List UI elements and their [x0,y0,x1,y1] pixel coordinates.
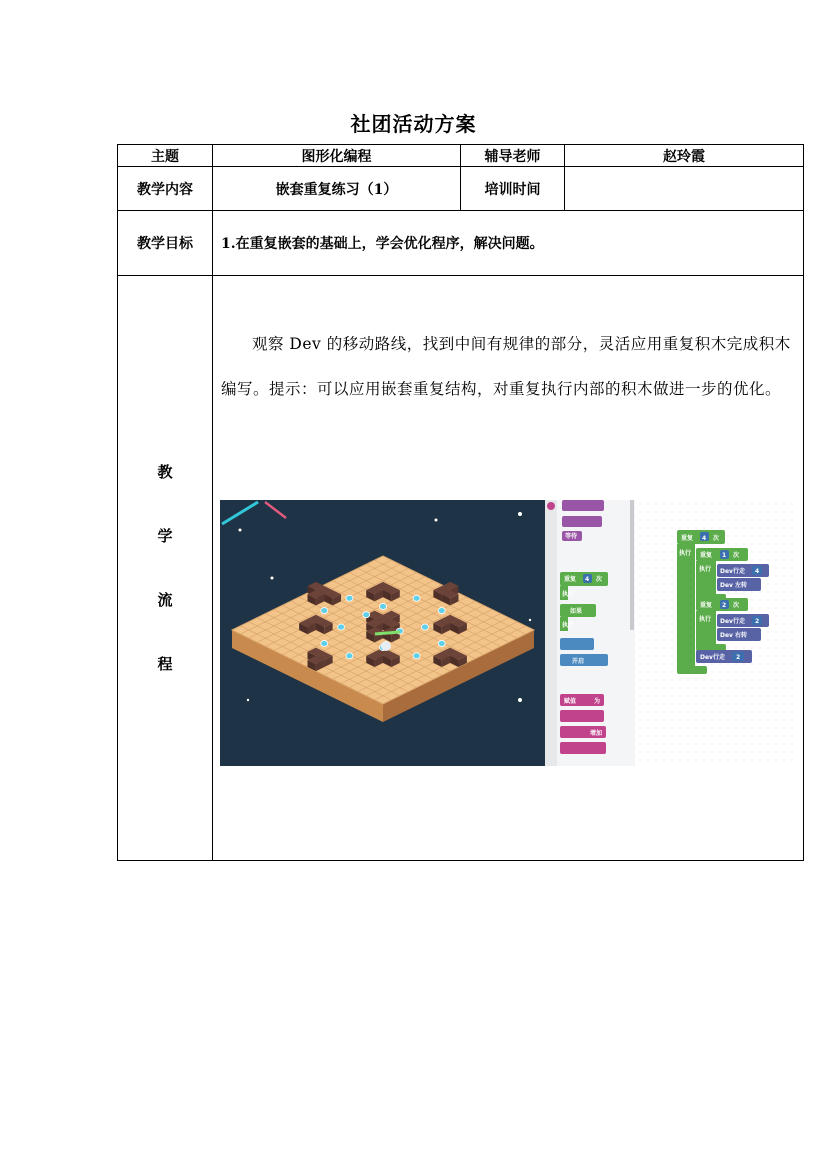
svg-text:重复: 重复 [681,535,694,542]
game-screenshot [220,500,796,766]
svg-text:执行: 执行 [562,622,575,629]
svg-text:执行: 执行 [699,616,712,623]
path-line [375,632,400,634]
gem [321,640,328,646]
subject-label: 主题 [118,145,213,167]
flow-label-char: 教 [157,463,173,481]
svg-text:为: 为 [594,698,601,705]
gem [321,608,328,614]
goal-label: 教学目标 [118,211,213,276]
svg-text:4: 4 [585,576,590,583]
svg-text:执行: 执行 [679,550,692,557]
activity-plan-table [117,144,804,861]
gem [380,603,387,609]
palette-wait: 等待 [565,533,578,540]
svg-text:执行: 执行 [699,566,712,573]
gem [438,608,445,614]
svg-text:2: 2 [736,654,741,661]
page-title: 社团活动方案 [350,112,477,136]
svg-text:2: 2 [755,618,760,625]
svg-text:执行: 执行 [562,591,575,598]
teacher-label: 辅导老师 [461,145,565,167]
obstacle-blocks [299,582,467,671]
palette-increase: 增加 [590,730,603,737]
goal-value: 1.在重复嵌套的基础上，学会优化程序，解决问题。 [213,211,804,276]
svg-text:Dev行走: Dev行走 [720,568,745,575]
gem [413,653,420,659]
gem [338,624,345,630]
flow-label-char: 程 [157,655,173,673]
svg-text:Dev 右转: Dev 右转 [720,632,748,639]
flow-description: 观察 Dev 的移动路线，找到中间有规律的部分，灵活应用重复积木完成积木编写。提示：可以应用嵌套重复结构，对重复执行内部的积木做进一步的优化。 [221,335,791,398]
flow-label [118,276,213,861]
svg-text:Dev行走: Dev行走 [720,618,745,625]
palette-open: 开启 [572,658,585,665]
svg-text:Dev行走: Dev行走 [700,654,725,661]
gem [413,595,420,601]
flow-label-char: 流 [157,591,173,609]
gem [438,640,445,646]
svg-text:重复: 重复 [700,552,713,559]
subject-value: 图形化编程 [213,145,461,167]
svg-text:次: 次 [733,602,740,609]
svg-text:次: 次 [713,535,720,542]
palette-if: 如果 [570,608,583,615]
teacher-value: 赵玲霞 [565,145,804,167]
time-label: 培训时间 [461,167,565,211]
palette-repeat: 重复 [564,576,577,583]
content-label: 教学内容 [118,167,213,211]
gem [346,595,353,601]
svg-text:4: 4 [702,535,707,542]
svg-text:重复: 重复 [700,602,713,609]
flow-label-char: 学 [157,527,173,545]
flow-content [213,276,804,861]
time-value [565,167,804,211]
svg-text:2: 2 [722,602,727,609]
palette-scrollbar[interactable] [630,500,634,630]
palette-assign: 赋值 [564,698,577,705]
dev-robot [381,641,391,651]
svg-text:1: 1 [722,552,727,559]
svg-text:次: 次 [596,576,603,583]
gem [421,624,428,630]
gem [346,653,353,659]
svg-text:次: 次 [733,552,740,559]
content-value: 嵌套重复练习（1） [213,167,461,211]
gem [363,612,370,618]
svg-text:4: 4 [755,568,760,575]
svg-text:Dev 左转: Dev 左转 [720,582,748,589]
